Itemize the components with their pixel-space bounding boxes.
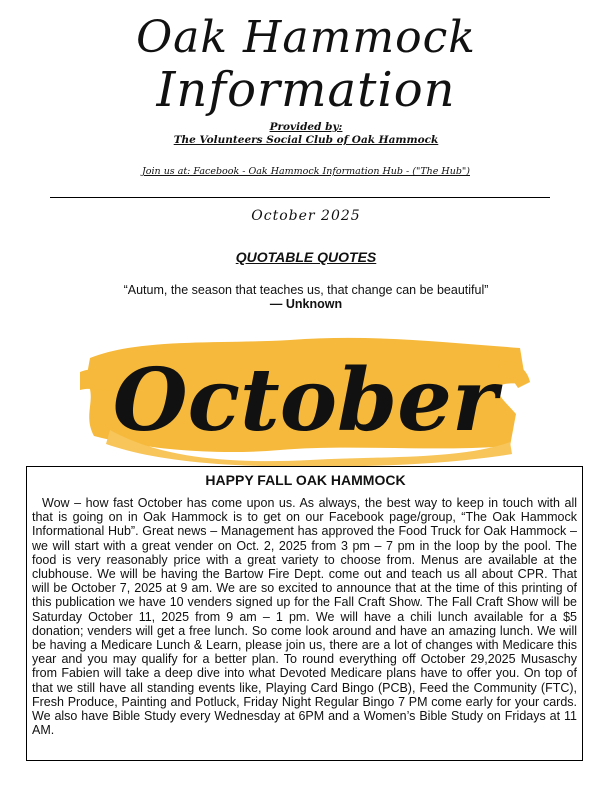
provider-name: The Volunteers Social Club of Oak Hammock (173, 134, 439, 146)
article-body: Wow – how fast October has come upon us. As always, the best way to keep in touch with all that is going on in Oak Hammock is to get on our Facebook page/group, “The Oak Hammock Informational Hub”. Great news – Management has approved the Food Truck for Oak Hammock – we will start with a great vender on Oct. 2, 2025 from 3 pm – 7 pm in the loop by the pool. The food is very reasonably price with a great variety to choose from. Menus are available at the clubhouse. We will be having the Bartow Fire Dept. come out and teach us all about CPR. That will be October 7, 2025 at 9 am. We are so excited to announce that at the time of this printing of this publication we have 10 venders signed up for the Fall Craft Show. The Fall Craft Show will be Saturday October 11, 2025 from 9 am – 1 pm. We will have a chili lunch available for a $5 donation; venders will get a free lunch. So come look around and have an amazing lunch. We will be having a Medicare Lunch & Learn, please join us, there are a lot of changes with Medicare this year and you may qualify for a better plan. To round everything off October 29,2025 Musaschy from Fabien will take a deep dive into what Devoted Medicare plans have to offer you. On top of that we still have all standing events like, Playing Card Bingo (PCB), Feed the Community (FTC), Fresh Produce, Painting and Potluck, Friday Night Regular Bingo 7 PM come early for your cards. We also have Bible Study every Wednesday at 6PM and a Women’s Bible Study on Fridays at 11 AM. (32, 496, 577, 738)
october-banner-image (80, 318, 530, 468)
article-heading: HAPPY FALL OAK HAMMOCK (205, 472, 406, 488)
quote-author: — Unknown (269, 297, 343, 311)
article-box (26, 466, 583, 761)
quote-text: “Autum, the season that teaches us, that change can be beautiful” (123, 283, 489, 297)
quotable-quotes-heading: QUOTABLE QUOTES (235, 249, 377, 265)
october-banner-text: October (112, 350, 498, 451)
issue-date: October 2025 (251, 208, 361, 224)
provided-by-label: Provided by: (269, 121, 343, 133)
newsletter-title-line2: Information (156, 62, 456, 118)
provided-by-block (0, 121, 612, 147)
newsletter-title-line1: Oak Hammock (136, 12, 476, 63)
header-divider (50, 197, 550, 198)
facebook-join-link[interactable]: Join us at: Facebook - Oak Hammock Information Hub - ("The Hub") (141, 166, 470, 177)
